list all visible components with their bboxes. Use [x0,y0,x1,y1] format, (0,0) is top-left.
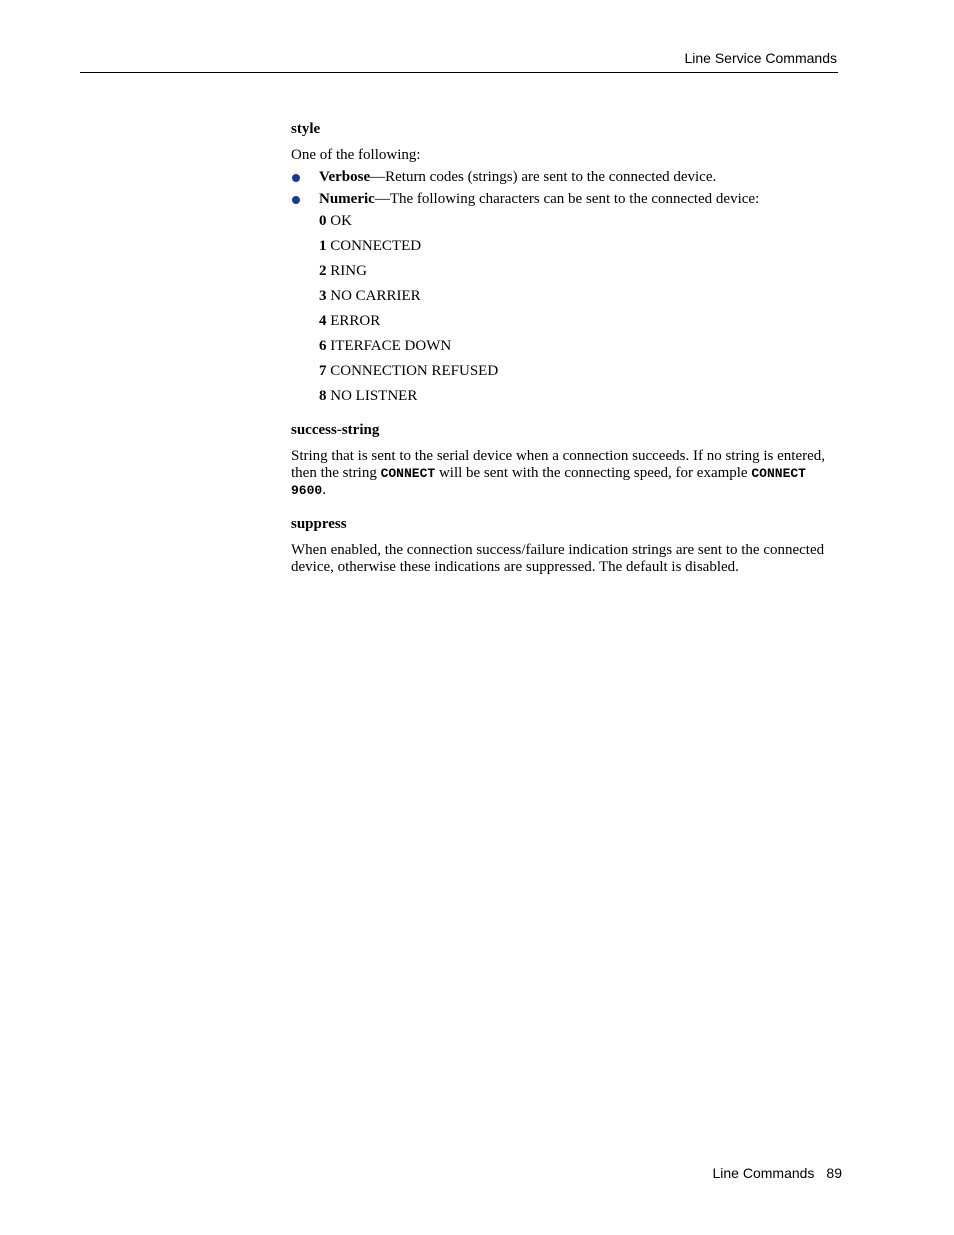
style-options-list [291,169,839,208]
running-header: Line Service Commands [684,50,837,66]
running-footer [712,1164,842,1182]
success-string-description [291,448,839,499]
success-text-2: will be sent with the connecting speed, for example [435,465,752,481]
code-connect-9600: CONNECT 9600 [291,466,806,498]
footer-section: Line Commands [712,1165,815,1181]
document-body [291,121,839,581]
code-number: 8 [319,388,327,404]
option-label: Numeric [319,191,375,207]
bullet-icon [292,174,300,182]
code-text: CONNECTED [326,238,422,254]
code-text: ITERFACE DOWN [326,338,452,354]
list-item [291,191,839,208]
code-row [319,363,839,388]
code-row [319,338,839,363]
code-number: 1 [319,238,327,254]
code-number: 0 [319,213,327,229]
code-text: NO LISTNER [326,388,418,404]
code-number: 3 [319,288,327,304]
code-number: 2 [319,263,327,279]
list-item [291,169,839,186]
success-text-1: String that is sent to the serial device when a connection succeeds. If no string is entered, then the string [291,448,826,481]
code-text: CONNECTION REFUSED [326,363,499,379]
code-number: 4 [319,313,327,329]
option-label: Verbose [319,169,371,185]
code-connect: CONNECT [380,466,436,481]
code-number: 7 [319,363,327,379]
header-rule [80,72,838,73]
term-success-string: success-string [291,422,380,438]
style-intro: One of the following: [291,147,421,163]
option-text: —Return codes (strings) are sent to the connected device. [370,169,717,185]
term-suppress: suppress [291,516,347,532]
option-text: —The following characters can be sent to the connected device: [374,191,760,207]
bullet-icon [292,196,300,204]
code-text: NO CARRIER [326,288,421,304]
success-text-3: . [322,482,326,498]
numeric-codes-list [319,213,839,405]
code-row [319,263,839,288]
code-row [319,313,839,338]
code-text: OK [326,213,352,229]
term-style: style [291,121,321,137]
code-row [319,213,839,238]
code-text: ERROR [326,313,381,329]
code-row [319,388,839,405]
code-row [319,238,839,263]
code-number: 6 [319,338,327,354]
suppress-description: When enabled, the connection success/failure indication strings are sent to the connected device, otherwise these indications are suppressed. The default is disabled. [291,542,825,575]
code-text: RING [326,263,367,279]
code-row [319,288,839,313]
page-number: 89 [826,1165,842,1181]
